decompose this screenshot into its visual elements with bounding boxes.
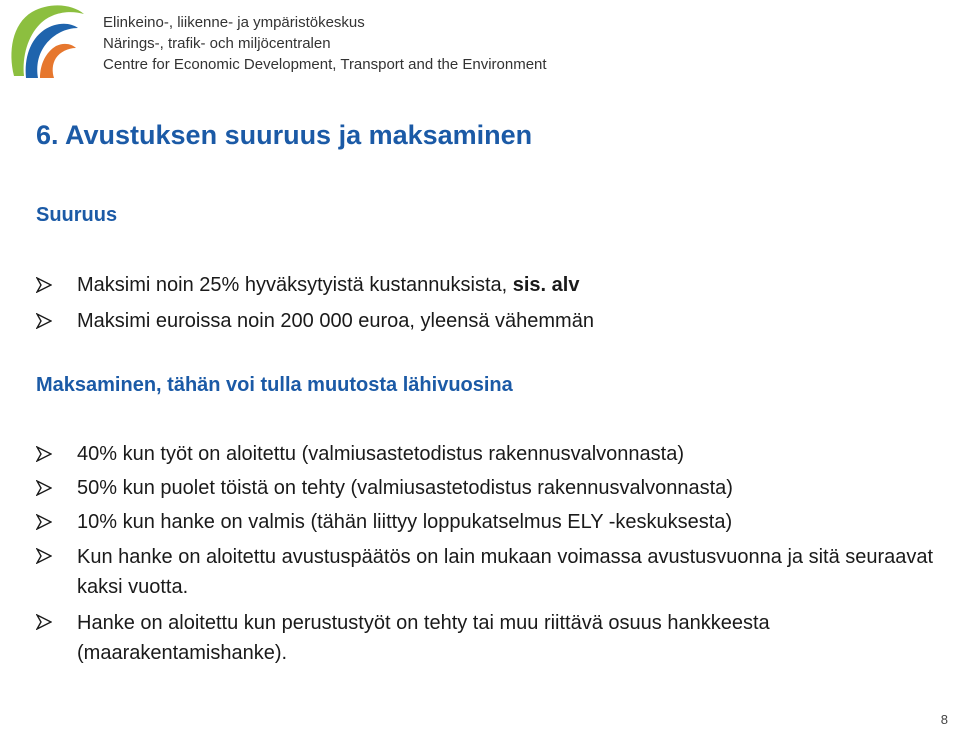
page-number: 8 [940, 712, 948, 727]
size-list [36, 271, 936, 343]
payment-list [36, 440, 936, 674]
list-item-text: 50% kun puolet töistä on tehty (valmiusastetodistus rakennusvalvonnasta) [77, 477, 733, 499]
arrowhead-bullet-icon [36, 614, 52, 630]
arrowhead-bullet-icon [36, 446, 52, 462]
arrowhead-bullet-icon [36, 480, 52, 496]
arrowhead-bullet-icon [36, 277, 52, 293]
list-item-text: Kun hanke on aloitettu avustuspäätös on lain mukaan voimassa avustusvuonna ja sitä seuraavat kaksi vuotta. [77, 546, 934, 598]
slide-title: 6. Avustuksen suuruus ja maksaminen [36, 120, 533, 150]
list-item-bold-text: sis. alv [512, 274, 580, 296]
organisation-names [103, 12, 547, 75]
list-item [36, 542, 936, 602]
list-item [36, 271, 936, 299]
list-item [36, 440, 936, 468]
list-item [36, 508, 936, 536]
arrowhead-bullet-icon [36, 548, 52, 564]
section-heading-payment: Maksaminen, tähän voi tulla muutosta lähivuosina [36, 374, 513, 396]
list-item-text: Maksimi euroissa noin 200 000 euroa, yleensä vähemmän [77, 310, 594, 332]
org-name-finnish: Elinkeino-, liikenne- ja ympäristökeskus [103, 14, 365, 31]
org-name-english: Centre for Economic Development, Transport and the Environment [103, 56, 547, 73]
arrowhead-bullet-icon [36, 514, 52, 530]
org-name-swedish: Närings-, trafik- och miljöcentralen [103, 35, 331, 52]
list-item-text: 10% kun hanke on valmis (tähän liittyy loppukatselmus ELY -keskuksesta) [77, 511, 733, 533]
list-item-text: Hanke on aloitettu kun perustustyöt on tehty tai muu riittävä osuus hankkeesta (maarakentamishanke). [77, 612, 770, 664]
list-item [36, 474, 936, 502]
section-heading-size: Suuruus [36, 204, 118, 226]
ely-logo [6, 2, 86, 82]
arrowhead-bullet-icon [36, 313, 52, 329]
list-item-text: 40% kun työt on aloitettu (valmiusastetodistus rakennusvalvonnasta) [77, 443, 685, 465]
list-item [36, 608, 936, 668]
list-item [36, 307, 936, 335]
list-item-text: Maksimi noin 25% hyväksytyistä kustannuksista, [77, 274, 513, 296]
